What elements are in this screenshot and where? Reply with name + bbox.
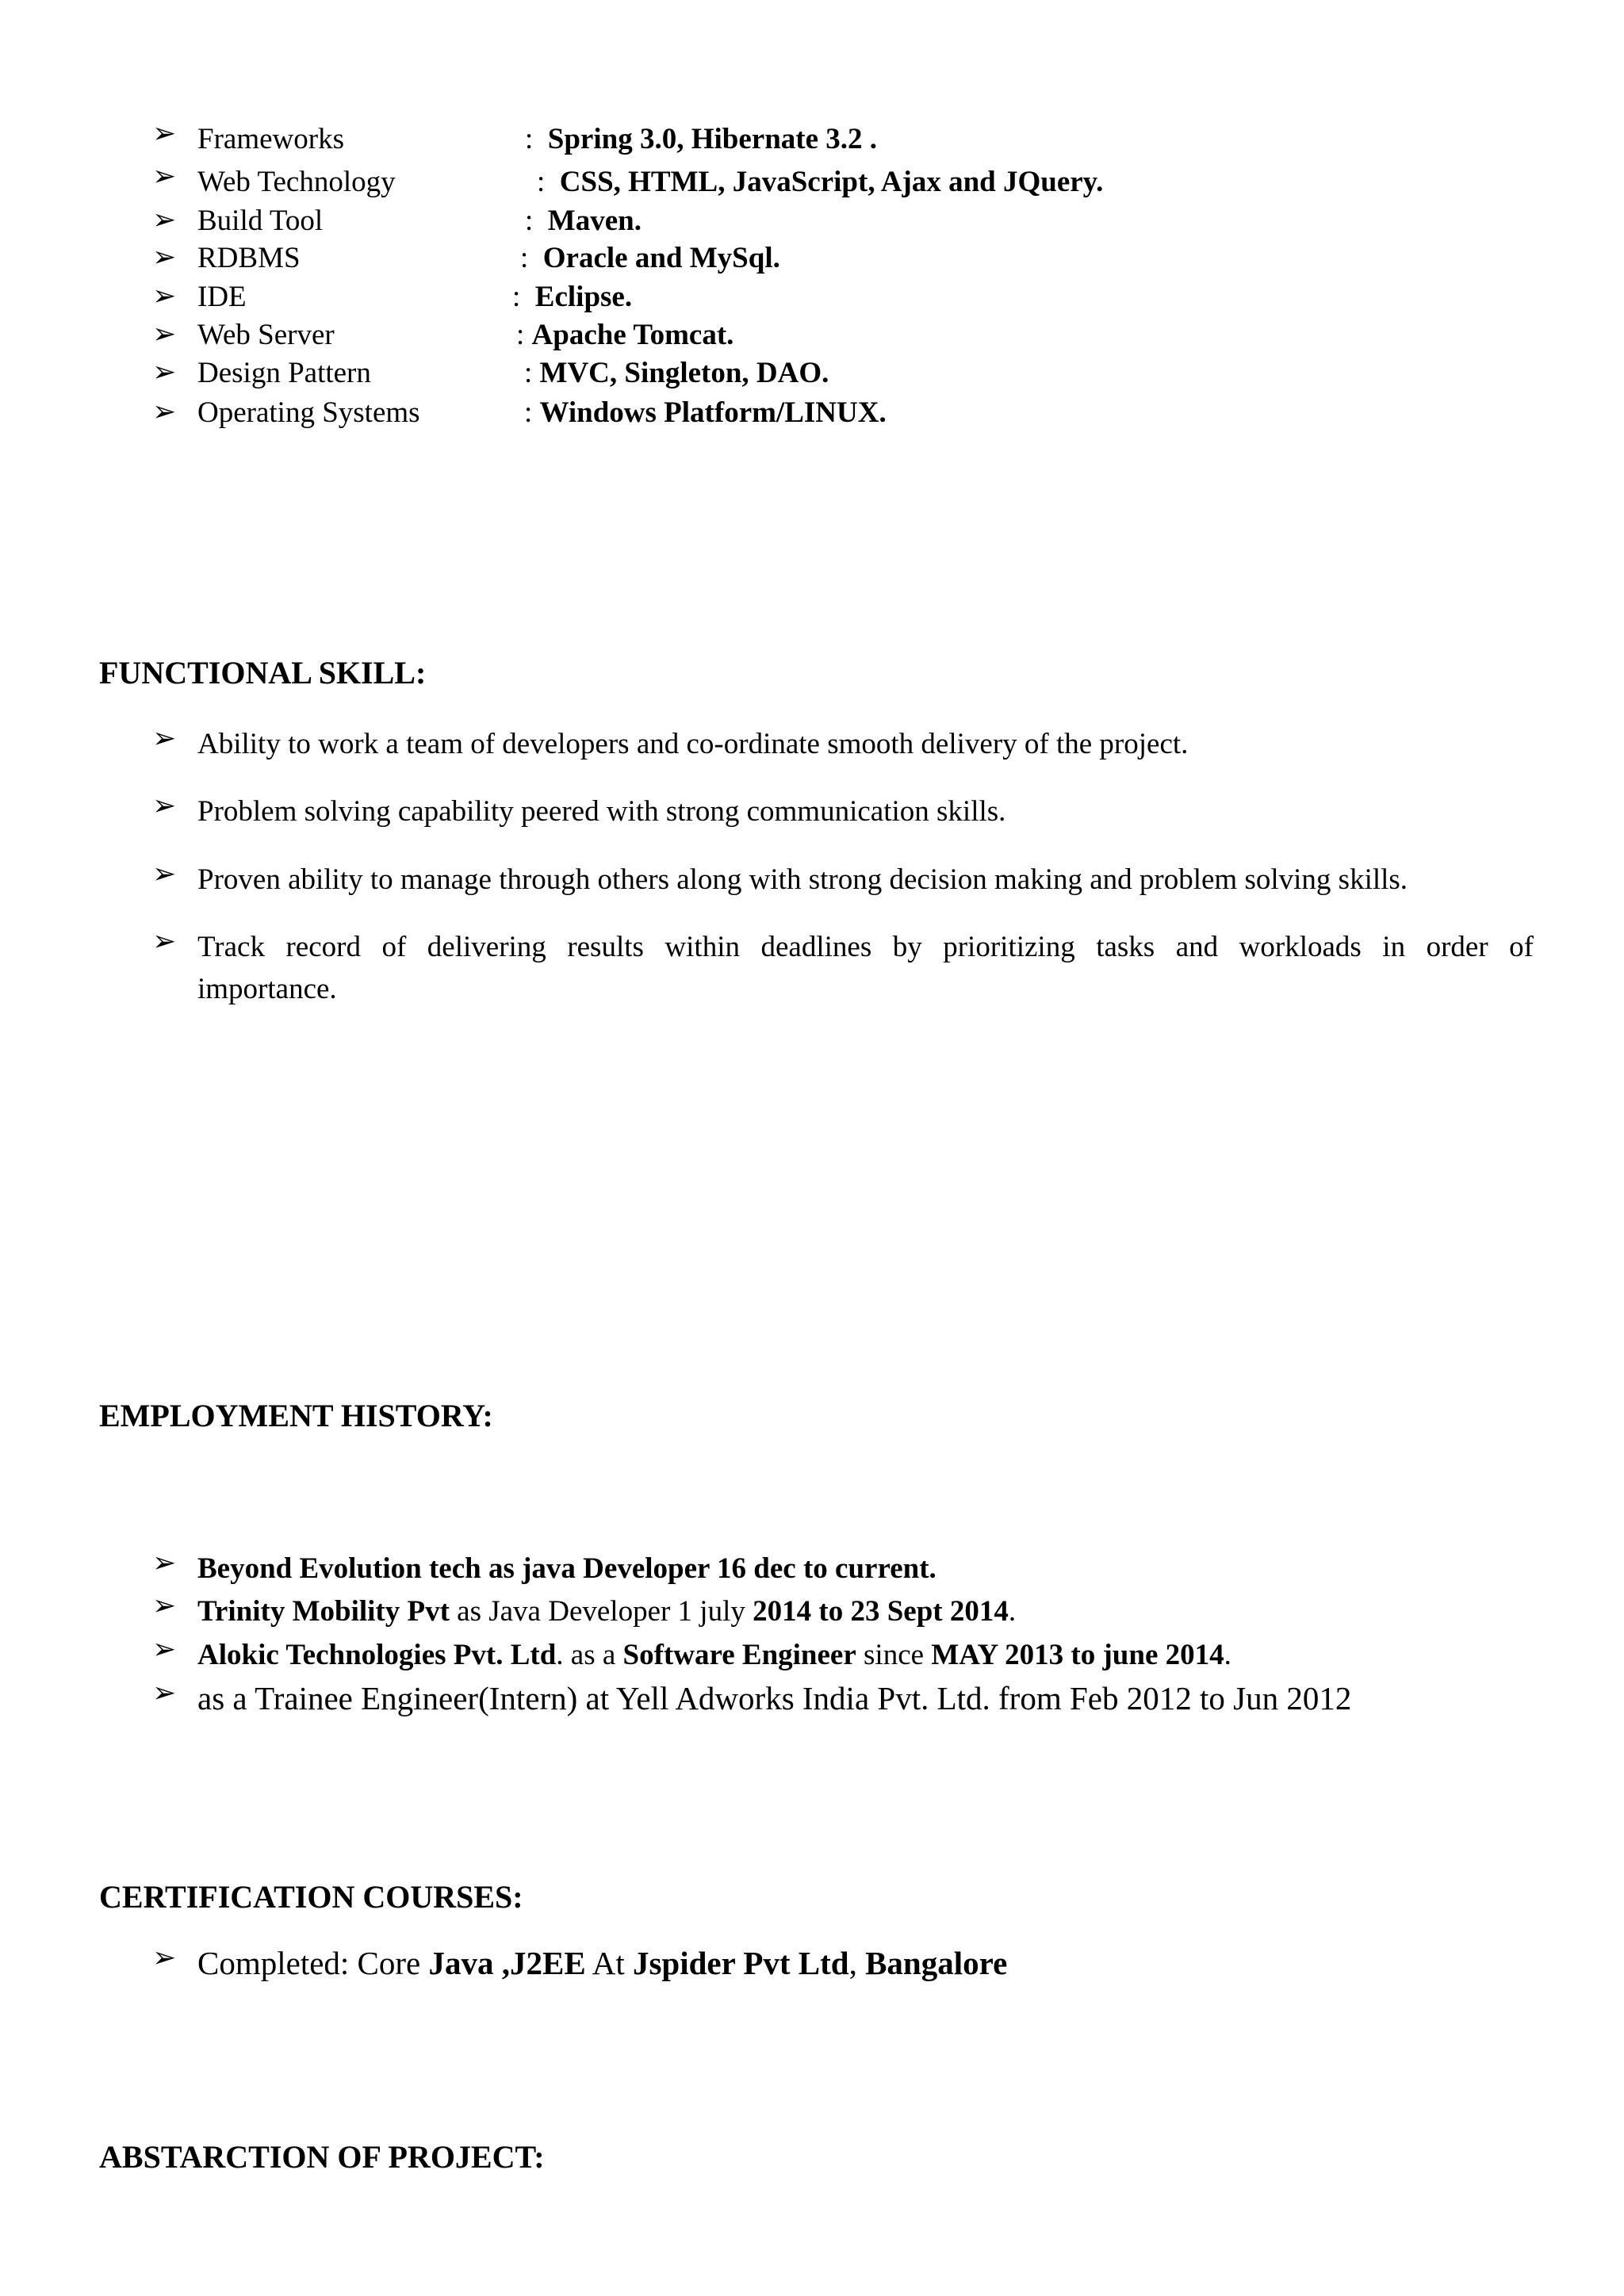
skill-value: : Oracle and MySql. — [520, 242, 780, 274]
skill-label: Web Server — [197, 319, 335, 351]
skill-value: : Eclipse. — [512, 281, 633, 313]
skill-value: : MVC, Singleton, DAO. — [524, 357, 829, 389]
arrow-bullet-icon: ➢ — [152, 1677, 177, 1709]
skill-label: Operating Systems — [197, 396, 420, 429]
arrow-bullet-icon: ➢ — [152, 790, 177, 822]
arrow-bullet-icon: ➢ — [152, 160, 177, 193]
functional-skill-item: Track record of delivering results within deadlines by prioritizing tasks and workloads in order of — [197, 931, 1534, 963]
skill-value: : Spring 3.0, Hibernate 3.2 . — [525, 123, 878, 155]
skill-value: : CSS, HTML, JavaScript, Ajax and JQuery. — [537, 166, 1104, 198]
arrow-bullet-icon: ➢ — [152, 318, 177, 350]
functional-skill-item: Problem solving capability peered with strong communication skills. — [197, 795, 1006, 828]
skill-label: Build Tool — [197, 205, 324, 237]
arrow-bullet-icon: ➢ — [152, 858, 177, 890]
employment-item: as a Trainee Engineer(Intern) at Yell Adworks India Pvt. Ltd. from Feb 2012 to Jun 2012 — [197, 1680, 1352, 1716]
functional-skill-item-continuation: importance. — [197, 973, 337, 1005]
skill-label: Web Technology — [197, 166, 396, 198]
functional-skill-item: Proven ability to manage through others along with strong decision making and problem solving skills. — [197, 863, 1408, 896]
certification-courses-heading: CERTIFICATION COURSES: — [99, 1879, 523, 1915]
arrow-bullet-icon: ➢ — [152, 1590, 177, 1622]
employment-item: Trinity Mobility Pvt as Java Developer 1 july 2014 to 23 Sept 2014. — [197, 1595, 1017, 1628]
skill-value: : Apache Tomcat. — [516, 319, 734, 351]
employment-item: Beyond Evolution tech as java Developer 16 dec to current. — [197, 1552, 936, 1585]
arrow-bullet-icon: ➢ — [152, 280, 177, 312]
skill-label: IDE — [197, 281, 247, 313]
skill-label: Frameworks — [197, 123, 344, 155]
arrow-bullet-icon: ➢ — [152, 722, 177, 755]
arrow-bullet-icon: ➢ — [152, 1942, 177, 1974]
arrow-bullet-icon: ➢ — [152, 241, 177, 274]
functional-skill-item: Ability to work a team of developers and co-ordinate smooth delivery of the project. — [197, 728, 1189, 760]
skill-value: : Windows Platform/LINUX. — [524, 396, 887, 429]
certification-item: Completed: Core Java ,J2EE At Jspider Pvt Ltd, Bangalore — [197, 1945, 1008, 1981]
employment-item: Alokic Technologies Pvt. Ltd. as a Software Engineer since MAY 2013 to june 2014. — [197, 1639, 1231, 1671]
arrow-bullet-icon: ➢ — [152, 356, 177, 388]
employment-history-heading: EMPLOYMENT HISTORY: — [99, 1398, 493, 1433]
arrow-bullet-icon: ➢ — [152, 396, 177, 428]
arrow-bullet-icon: ➢ — [152, 925, 177, 958]
abstraction-of-project-heading: ABSTARCTION OF PROJECT: — [99, 2139, 545, 2175]
arrow-bullet-icon: ➢ — [152, 1633, 177, 1666]
skill-label: Design Pattern — [197, 357, 371, 389]
skill-label: RDBMS — [197, 242, 301, 274]
functional-skill-heading: FUNCTIONAL SKILL: — [99, 655, 427, 691]
arrow-bullet-icon: ➢ — [152, 117, 177, 150]
arrow-bullet-icon: ➢ — [152, 1547, 177, 1579]
arrow-bullet-icon: ➢ — [152, 204, 177, 236]
skill-value: : Maven. — [525, 205, 642, 237]
